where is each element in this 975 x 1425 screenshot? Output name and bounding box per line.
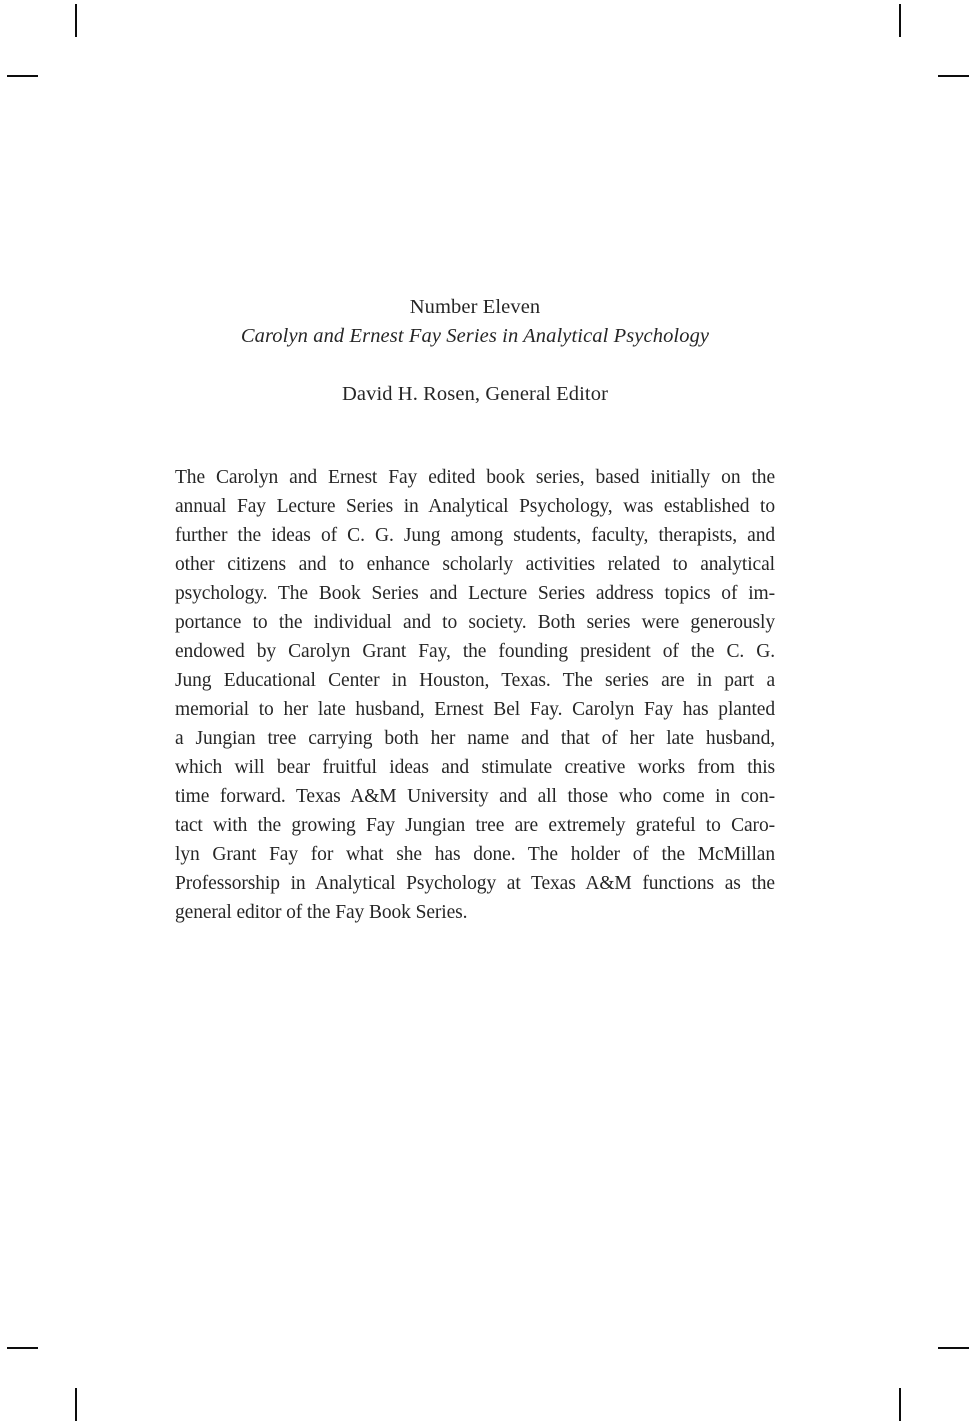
paragraph-line: other citizens and to enhance scholarly activities related to analytical (175, 554, 775, 575)
series-description (175, 463, 775, 927)
paragraph-line: time forward. Texas A&M University and all those who come in con- (175, 786, 775, 807)
crop-mark-top-right-horizontal (938, 75, 969, 77)
paragraph-line: general editor of the Fay Book Series. (175, 902, 468, 923)
crop-mark-bottom-left-vertical (75, 1388, 77, 1421)
paragraph-line: further the ideas of C. G. Jung among students, faculty, therapists, and (175, 525, 775, 546)
crop-mark-bottom-left-horizontal (7, 1347, 38, 1349)
crop-mark-top-left-vertical (75, 4, 77, 37)
series-number: Number Eleven (409, 296, 541, 318)
crop-mark-bottom-right-horizontal (938, 1347, 969, 1349)
paragraph-line: annual Fay Lecture Series in Analytical Psychology, was established to (175, 496, 775, 517)
paragraph-line: endowed by Carolyn Grant Fay, the founding president of the C. G. (175, 641, 775, 662)
paragraph-line: Professorship in Analytical Psychology at Texas A&M functions as the (175, 873, 775, 894)
paragraph-line: memorial to her late husband, Ernest Bel Fay. Carolyn Fay has planted (175, 699, 775, 720)
crop-mark-top-left-horizontal (7, 75, 38, 77)
paragraph-line: a Jungian tree carrying both her name and that of her late husband, (175, 728, 775, 749)
series-heading (175, 293, 775, 409)
paragraph-line: lyn Grant Fay for what she has done. The holder of the McMillan (175, 844, 775, 865)
paragraph-line: Jung Educational Center in Houston, Texas. The series are in part a (175, 670, 775, 691)
paragraph-line: psychology. The Book Series and Lecture Series address topics of im- (175, 583, 775, 604)
crop-mark-top-right-vertical (899, 4, 901, 37)
paragraph-line: The Carolyn and Ernest Fay edited book series, based initially on the (175, 467, 775, 488)
crop-mark-bottom-right-vertical (899, 1388, 901, 1421)
paragraph-line: which will bear fruitful ideas and stimulate creative works from this (175, 757, 775, 778)
paragraph-line: portance to the individual and to society. Both series were generously (175, 612, 775, 633)
series-title: Carolyn and Ernest Fay Series in Analytical Psychology (240, 325, 710, 347)
general-editor: David H. Rosen, General Editor (341, 383, 609, 405)
paragraph-line: tact with the growing Fay Jungian tree are extremely grateful to Caro- (175, 815, 775, 836)
